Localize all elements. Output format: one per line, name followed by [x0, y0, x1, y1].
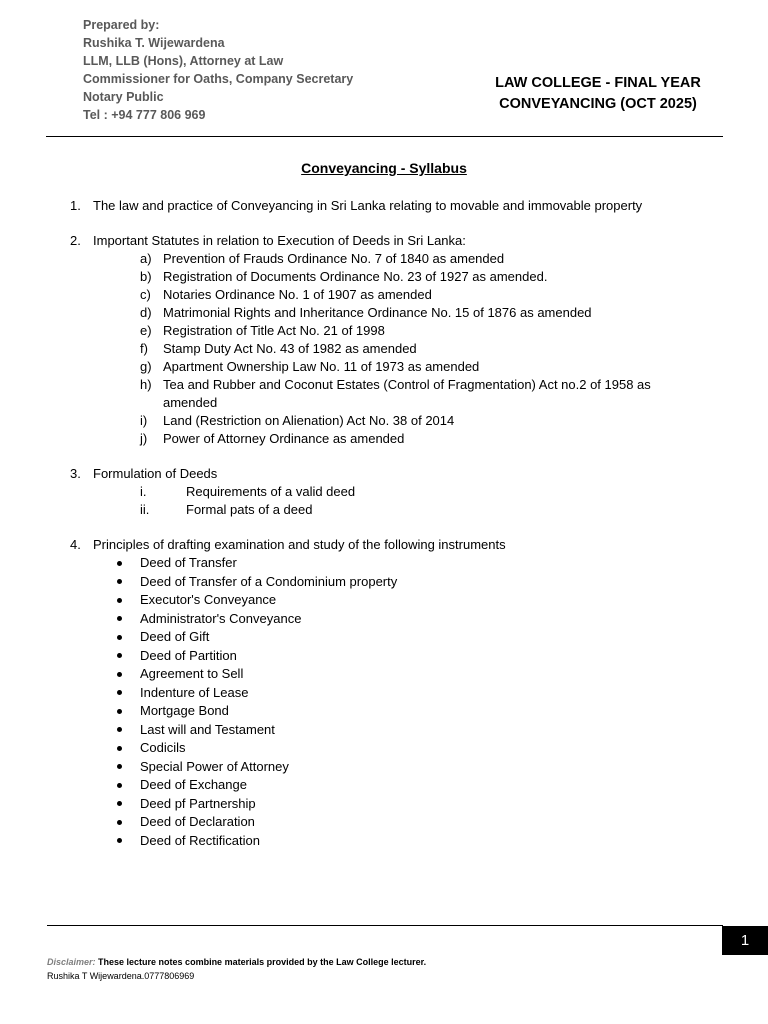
item-text: Executor's Conveyance	[140, 592, 277, 607]
preparer-line: Tel : +94 777 806 969	[83, 108, 206, 122]
statute-item	[0, 322, 768, 340]
item-text: Codicils	[140, 740, 186, 755]
item-text: Prevention of Frauds Ordinance No. 7 of 1840 as amended	[163, 251, 505, 266]
item-text: Special Power of Attorney	[140, 758, 289, 774]
footer-divider	[47, 925, 723, 926]
bullet-icon	[117, 616, 122, 621]
bullet-icon	[117, 838, 122, 843]
document-title: Conveyancing - Syllabus	[301, 160, 467, 176]
item-text: Deed of Gift	[140, 629, 210, 644]
item-text: Registration of Title Act No. 21 of 1998	[163, 323, 385, 338]
item-marker: i)	[140, 413, 148, 428]
statute-item	[0, 412, 768, 430]
list-item	[0, 776, 768, 795]
list-item	[0, 758, 768, 777]
statute-item	[0, 286, 768, 304]
deed-item	[0, 501, 768, 519]
list-item	[0, 813, 768, 832]
item-text: Tea and Rubber and Coconut Estates (Control of Fragmentation) Act no.2 of 1958 as amended	[163, 377, 651, 410]
bullet-icon	[117, 653, 122, 658]
bullet-icon	[117, 783, 122, 788]
preparer-line: Prepared by:	[83, 18, 160, 32]
item-text: Notaries Ordinance No. 1 of 1907 as amended	[163, 287, 432, 302]
list-item	[0, 610, 768, 629]
item-text: Deed of Transfer	[140, 555, 237, 570]
course-line: CONVEYANCING (OCT 2025)	[499, 96, 697, 112]
item-text: Apartment Ownership Law No. 11 of 1973 as amended	[163, 359, 480, 374]
list-item	[0, 573, 768, 592]
section-4	[0, 536, 768, 554]
item-marker: g)	[140, 359, 152, 374]
bullet-icon	[117, 764, 122, 769]
list-item	[0, 628, 768, 647]
list-item	[0, 795, 768, 814]
item-text: Administrator's Conveyance	[140, 610, 302, 626]
statute-item	[0, 304, 768, 322]
section-text: Important Statutes in relation to Execution of Deeds in Sri Lanka:	[93, 233, 466, 248]
item-marker: h)	[140, 377, 152, 392]
bullet-icon	[117, 561, 122, 566]
item-text: Deed of Exchange	[140, 777, 247, 792]
preparer-line: Commissioner for Oaths, Company Secretary	[83, 72, 354, 86]
section-number: 4.	[70, 537, 81, 552]
course-heading	[478, 73, 718, 115]
section-number: 2.	[70, 233, 81, 248]
item-text: Mortgage Bond	[140, 703, 229, 718]
list-item	[0, 591, 768, 610]
bullet-icon	[117, 801, 122, 806]
disclaimer-label: Disclaimer:	[47, 957, 96, 967]
statute-item	[0, 430, 768, 448]
footer-contact: Rushika T Wijewardena.0777806969	[47, 971, 195, 981]
list-item	[0, 702, 768, 721]
list-item	[0, 647, 768, 666]
section-2	[0, 232, 768, 250]
section-text: The law and practice of Conveyancing in Sri Lanka relating to movable and immovable property	[93, 198, 643, 213]
list-item	[0, 554, 768, 573]
item-marker: c)	[140, 287, 151, 302]
item-marker: b)	[140, 269, 152, 284]
item-text: Requirements of a valid deed	[186, 484, 356, 499]
item-text: Deed pf Partnership	[140, 795, 256, 811]
bullet-icon	[117, 579, 122, 584]
syllabus-body	[0, 197, 768, 850]
list-item	[0, 832, 768, 851]
disclaimer-text: These lecture notes combine materials provided by the Law College lecturer.	[95, 957, 427, 967]
bullet-icon	[117, 820, 122, 825]
bullet-icon	[117, 598, 122, 603]
statute-item	[0, 250, 768, 268]
section-text: Principles of drafting examination and study of the following instruments	[93, 537, 506, 552]
preparer-line: LLM, LLB (Hons), Attorney at Law	[83, 54, 284, 68]
page-number: 1	[722, 926, 768, 955]
item-text: Deed of Declaration	[140, 814, 255, 829]
item-marker: f)	[140, 341, 148, 356]
bullet-icon	[117, 672, 122, 677]
preparer-line: Notary Public	[83, 90, 164, 104]
item-marker: j)	[140, 431, 148, 446]
item-text: Deed of Transfer of a Condominium property	[140, 573, 398, 589]
bullet-icon	[117, 690, 122, 695]
list-item	[0, 684, 768, 703]
statute-item	[0, 358, 768, 376]
disclaimer	[47, 957, 426, 967]
item-marker: ii.	[140, 502, 150, 517]
item-text: Deed of Rectification	[140, 832, 260, 848]
preparer-line: Rushika T. Wijewardena	[83, 36, 225, 50]
list-item	[0, 739, 768, 758]
bullet-icon	[117, 727, 122, 732]
section-number: 3.	[70, 466, 81, 481]
section-1	[0, 197, 768, 215]
item-text: Registration of Documents Ordinance No. 23 of 1927 as amended.	[163, 269, 548, 284]
statute-item	[0, 340, 768, 358]
bullet-icon	[117, 709, 122, 714]
item-marker: e)	[140, 323, 152, 338]
course-line: LAW COLLEGE - FINAL YEAR	[495, 75, 701, 91]
header-divider	[46, 136, 723, 137]
list-item	[0, 721, 768, 740]
section-3	[0, 465, 768, 483]
item-text: Matrimonial Rights and Inheritance Ordinance No. 15 of 1876 as amended	[163, 305, 592, 320]
item-text: Indenture of Lease	[140, 684, 249, 700]
item-marker: a)	[140, 251, 152, 266]
item-text: Last will and Testament	[140, 721, 275, 737]
item-marker: i.	[140, 484, 147, 499]
bullet-icon	[117, 635, 122, 640]
statute-item	[0, 376, 768, 412]
bullet-icon	[117, 746, 122, 751]
list-item	[0, 665, 768, 684]
item-text: Land (Restriction on Alienation) Act No. 38 of 2014	[163, 413, 455, 428]
item-text: Stamp Duty Act No. 43 of 1982 as amended	[163, 341, 417, 356]
section-text: Formulation of Deeds	[93, 466, 218, 481]
section-number: 1.	[70, 198, 81, 213]
preparer-block	[83, 16, 353, 124]
item-text: Agreement to Sell	[140, 666, 244, 681]
deed-item	[0, 483, 768, 501]
item-marker: d)	[140, 305, 152, 320]
item-text: Deed of Partition	[140, 647, 237, 663]
item-text: Power of Attorney Ordinance as amended	[163, 431, 405, 446]
statute-item	[0, 268, 768, 286]
item-text: Formal pats of a deed	[186, 502, 313, 517]
